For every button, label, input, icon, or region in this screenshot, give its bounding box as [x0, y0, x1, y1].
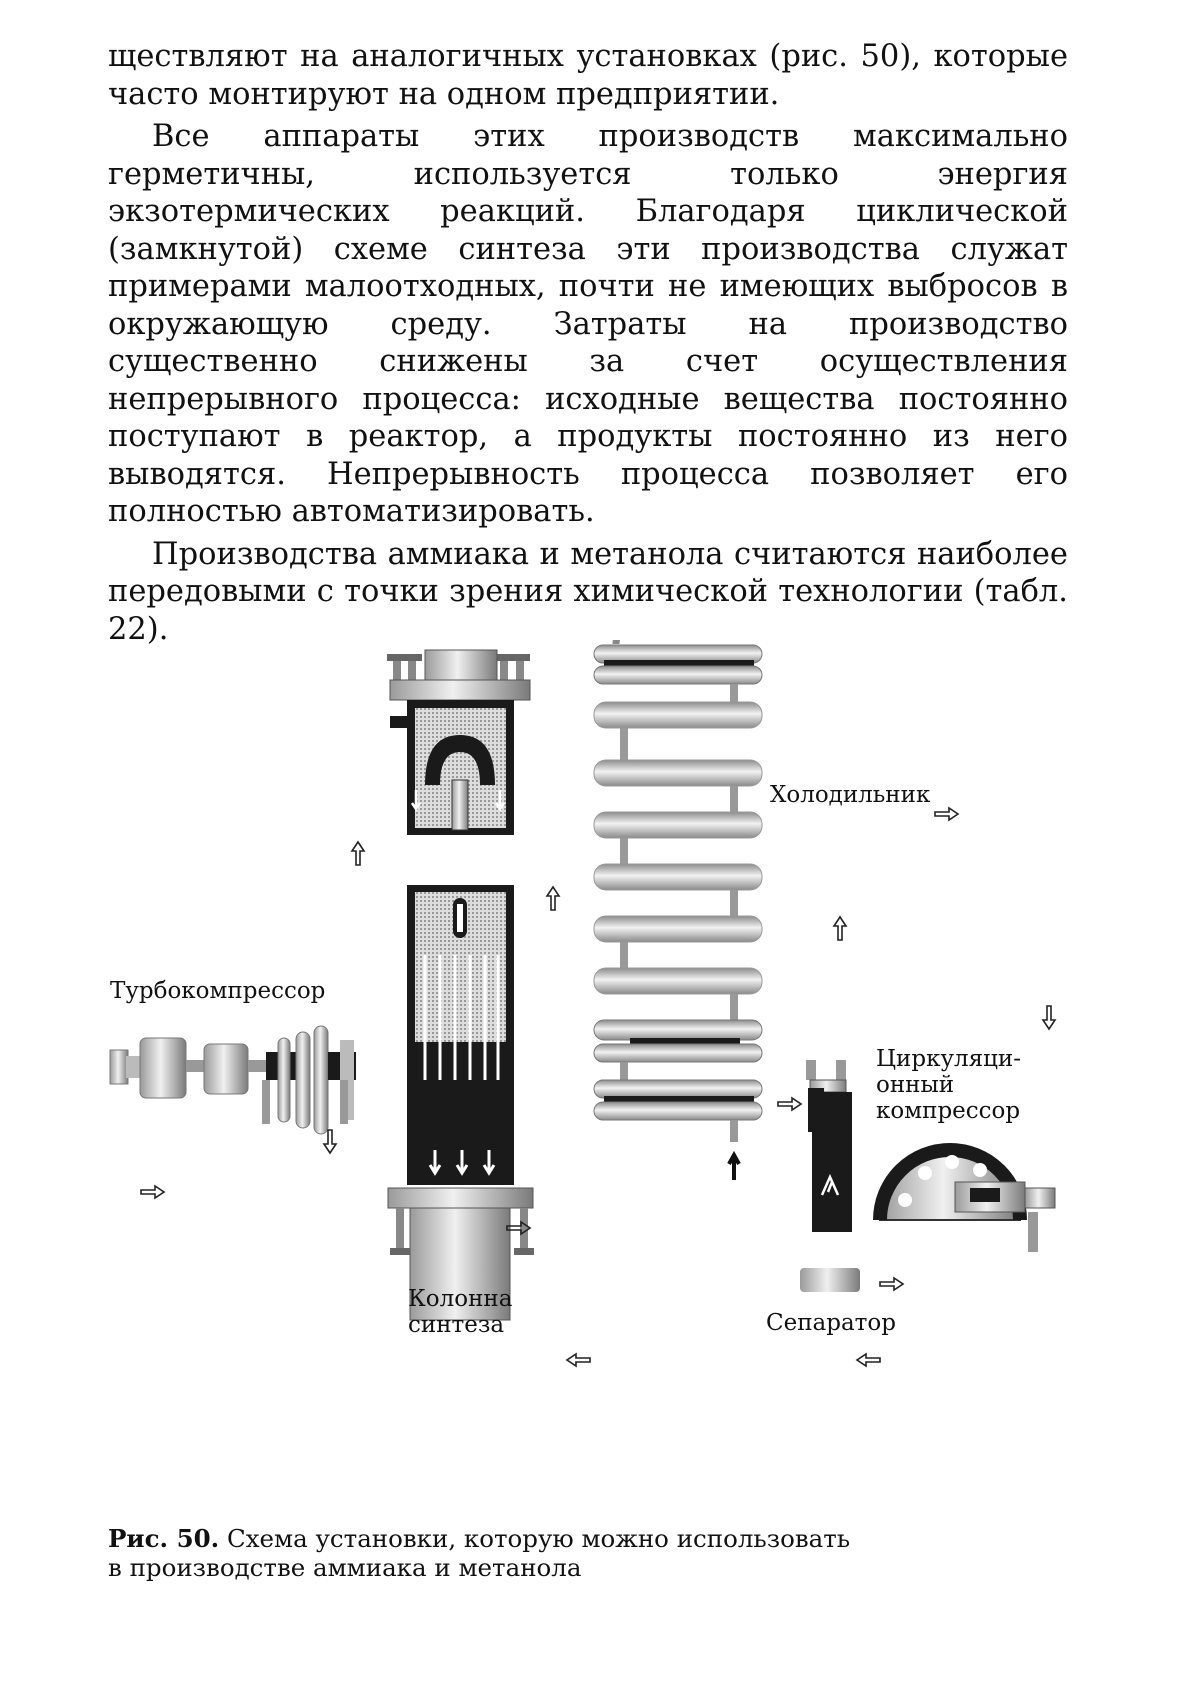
figure-caption [108, 1524, 1008, 1582]
label-column-1: Колонна [408, 1286, 513, 1312]
body-text [108, 38, 1068, 653]
cooler [594, 640, 762, 1180]
label-column-2: синтеза [408, 1312, 505, 1338]
synthesis-column [387, 650, 534, 1320]
caption-text-1: Схема установки, которую можно использовать [219, 1524, 851, 1553]
paragraph-2: Все аппараты этих производств максимально герметичны, используется только энергия экзотермических реакций. Благодаря циклической (замкнутой) схеме синтеза эти производства служат примерами малоотходных, почти не имеющих выбросов в окружающую среду. Затраты на производство существенно снижены за счет осуществления непрерывного процесса: исходные вещества постоянно поступают в реактор, а продукты постоянно из него выводятся. Непрерывность процесса позволяет его полностью автоматизировать. [108, 119, 1068, 529]
paragraph-1: ществляют на аналогичных установках (рис. 50), которые часто монтируют на одном предприятии. [108, 39, 1068, 112]
label-cooler: Холодильник [770, 782, 931, 808]
label-circulation-2: онный [876, 1072, 955, 1098]
label-turbocompressor: Турбокомпрессор [110, 978, 326, 1004]
label-circulation-1: Циркуляци- [876, 1046, 1022, 1072]
turbocompressor [110, 1026, 356, 1134]
circulation-compressor [880, 1150, 1055, 1252]
caption-number: Рис. 50. [108, 1524, 220, 1553]
figure-50 [0, 640, 1178, 1500]
label-circulation-3: компрессор [876, 1098, 1021, 1124]
caption-text-2: в производстве аммиака и метанола [108, 1553, 582, 1582]
separator [800, 1060, 860, 1292]
paragraph-3: Производства аммиака и метанола считаются наиболее передовыми с точки зрения химической технологии (табл. 22). [108, 536, 1068, 647]
label-separator: Сепаратор [766, 1310, 896, 1336]
